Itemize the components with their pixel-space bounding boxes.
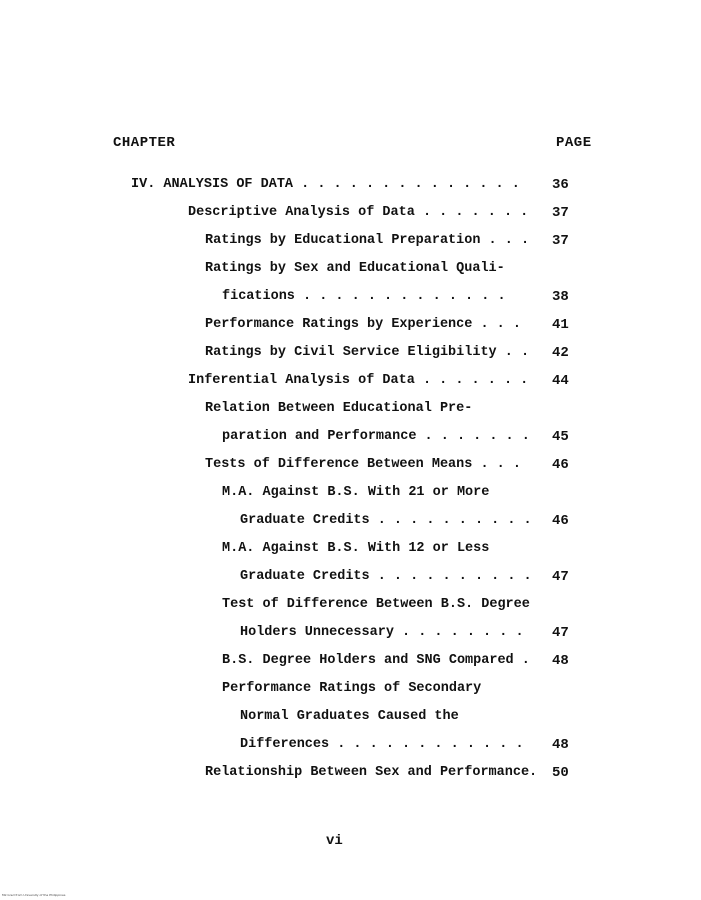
toc-entry: Ratings by Educational Preparation . . . xyxy=(205,233,530,248)
toc-entry: Relationship Between Sex and Performance. xyxy=(205,765,538,780)
toc-page-number: 41 xyxy=(552,317,569,333)
toc-page-number: 47 xyxy=(552,625,569,641)
toc-page-number: 44 xyxy=(552,373,569,389)
toc-entry: Graduate Credits . . . . . . . . . . xyxy=(240,569,532,584)
toc-page-number: 46 xyxy=(552,457,569,473)
toc-page-number: 47 xyxy=(552,569,569,585)
toc-entry: M.A. Against B.S. With 12 or Less xyxy=(222,541,490,556)
roman-page-number: vi xyxy=(326,833,343,849)
toc-page-number: 37 xyxy=(552,233,569,249)
toc-page-number: 45 xyxy=(552,429,569,445)
toc-entry: Tests of Difference Between Means . . . xyxy=(205,457,521,472)
toc-entry: paration and Performance . . . . . . . xyxy=(222,429,530,444)
page-heading: PAGE xyxy=(556,135,592,151)
toc-entry: Performance Ratings of Secondary xyxy=(222,681,482,696)
toc-page-number: 42 xyxy=(552,345,569,361)
toc-page-number: 48 xyxy=(552,653,569,669)
toc-entry: Holders Unnecessary . . . . . . . . xyxy=(240,625,524,640)
toc-entry: Differences . . . . . . . . . . . . xyxy=(240,737,524,752)
toc-entry: Relation Between Educational Pre- xyxy=(205,401,473,416)
toc-entry: IV. ANALYSIS OF DATA . . . . . . . . . . . . . . xyxy=(131,177,520,192)
toc-entry: Test of Difference Between B.S. Degree xyxy=(222,597,530,612)
toc-page-number: 50 xyxy=(552,765,569,781)
toc-entry: Ratings by Civil Service Eligibility . . xyxy=(205,345,530,360)
toc-page-number: 48 xyxy=(552,737,569,753)
toc-entry: Performance Ratings by Experience . . . xyxy=(205,317,521,332)
toc-entry: M.A. Against B.S. With 21 or More xyxy=(222,485,490,500)
toc-entry: Normal Graduates Caused the xyxy=(240,709,459,724)
toc-entry: Descriptive Analysis of Data . . . . . . . xyxy=(188,205,529,220)
toc-entry: Inferential Analysis of Data . . . . . . . xyxy=(188,373,529,388)
toc-entry: B.S. Degree Holders and SNG Compared . xyxy=(222,653,530,668)
toc-page-number: 46 xyxy=(552,513,569,529)
toc-page-number: 38 xyxy=(552,289,569,305)
toc-entry: Graduate Credits . . . . . . . . . . xyxy=(240,513,532,528)
microfilm-note: Mirrored from University of the Philippines xyxy=(2,893,66,897)
toc-entry: fications . . . . . . . . . . . . . xyxy=(222,289,506,304)
toc-page-number: 37 xyxy=(552,205,569,221)
toc-entry: Ratings by Sex and Educational Quali- xyxy=(205,261,505,276)
toc-page-number: 36 xyxy=(552,177,569,193)
chapter-heading: CHAPTER xyxy=(113,135,176,151)
